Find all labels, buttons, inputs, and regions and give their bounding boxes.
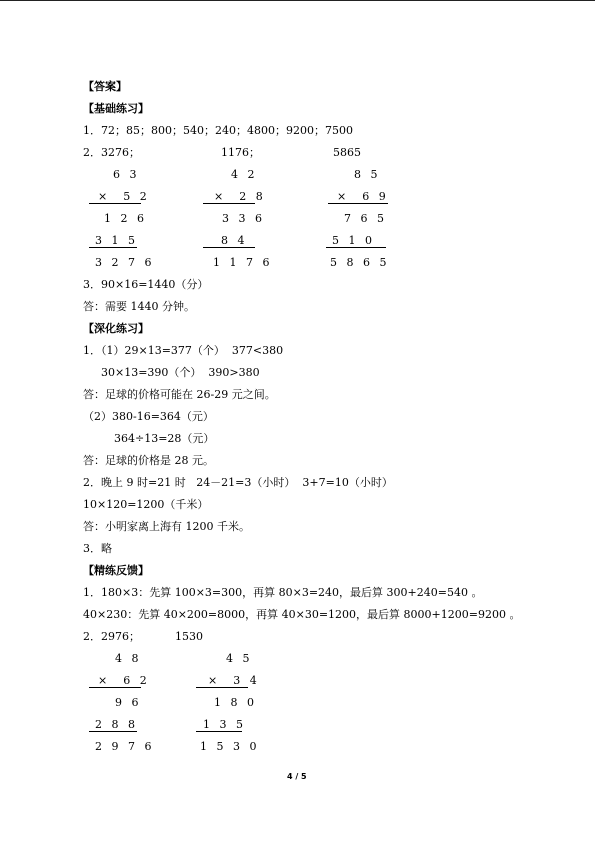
- fcalc1-product: 2 9 7 6: [95, 740, 155, 753]
- calc1-partial1: 1 2 6: [104, 212, 147, 225]
- calc1-product: 3 2 7 6: [95, 256, 155, 269]
- feedback-line2: 40×230：先算 40×200=8000，再算 40×30=1200，最后算 8000+1200=9200 。: [83, 608, 521, 621]
- fcalc1-partial2: 2 8 8: [95, 718, 138, 731]
- calc1-line1: [89, 203, 141, 204]
- heading-answer: 【答案】: [83, 80, 127, 93]
- calc3-multiplier: × 6 9: [337, 190, 389, 203]
- deep-line6: 答：足球的价格是 28 元。: [83, 454, 214, 467]
- page-number: 4 / 5: [287, 772, 307, 781]
- calc2-multiplier: × 2 8: [214, 190, 266, 203]
- fcalc1-partial1: 9 6: [115, 696, 142, 709]
- feedback-q2-result2: 1530: [175, 630, 203, 643]
- deep-line5: 364÷13=28（元）: [114, 432, 215, 445]
- heading-deep: 【深化练习】: [83, 322, 149, 335]
- deep-line3: 答：足球的价格可能在 26-29 元之间。: [83, 388, 276, 401]
- calc3-line2: [326, 247, 386, 248]
- calc3-product: 5 8 6 5: [330, 256, 390, 269]
- fcalc2-product: 1 5 3 0: [200, 740, 260, 753]
- top-border: [0, 0, 595, 1]
- calc2-line1: [203, 203, 255, 204]
- basic-q2-label: 2．3276；: [83, 146, 140, 159]
- basic-q3: 3．90×16=1440（分）: [83, 278, 209, 291]
- calc1-partial2: 3 1 5: [95, 234, 138, 247]
- calc2-partial2: 8 4: [221, 234, 248, 247]
- fcalc2-multiplicand: 4 5: [226, 652, 253, 665]
- calc1-line2: [89, 247, 137, 248]
- deep-line7: 2．晚上 9 时=21 时 24－21=3（小时） 3+7=10（小时）: [83, 476, 393, 489]
- basic-q2-result2: 1176；: [221, 146, 260, 159]
- calc2-multiplicand: 4 2: [231, 168, 258, 181]
- deep-line9: 答：小明家离上海有 1200 千米。: [83, 520, 250, 533]
- deep-line4: （2）380-16=364（元）: [83, 410, 214, 423]
- fcalc2-line1: [196, 687, 248, 688]
- deep-line1: 1．（1）29×13=377（个） 377<380: [83, 344, 284, 357]
- feedback-q2-label: 2．2976；: [83, 630, 140, 643]
- deep-line2: 30×13=390（个） 390>380: [101, 366, 260, 379]
- deep-line8: 10×120=1200（千米）: [83, 498, 209, 511]
- basic-q1: 1．72；85；800；540；240；4800；9200；7500: [83, 124, 353, 137]
- heading-basic: 【基础练习】: [83, 102, 149, 115]
- fcalc2-partial2: 1 3 5: [203, 718, 246, 731]
- calc2-line2: [203, 247, 255, 248]
- calc1-multiplier: × 5 2: [98, 190, 150, 203]
- feedback-line1: 1．180×3：先算 100×3=300，再算 80×3=240，最后算 300+240=540 。: [83, 586, 483, 599]
- fcalc1-multiplicand: 4 8: [115, 652, 142, 665]
- deep-line10: 3．略: [83, 542, 112, 555]
- fcalc1-multiplier: × 6 2: [98, 674, 150, 687]
- calc3-partial2: 5 1 0: [332, 234, 375, 247]
- calc3-multiplicand: 8 5: [354, 168, 381, 181]
- fcalc2-line2: [196, 731, 242, 732]
- calc3-line1: [328, 203, 388, 204]
- calc1-multiplicand: 6 3: [113, 168, 140, 181]
- fcalc1-line1: [89, 687, 141, 688]
- calc3-partial1: 7 6 5: [344, 212, 387, 225]
- heading-feedback: 【精练反馈】: [83, 564, 149, 577]
- basic-q3-answer: 答：需要 1440 分钟。: [83, 300, 195, 313]
- fcalc1-line2: [89, 731, 137, 732]
- calc2-partial1: 3 3 6: [222, 212, 265, 225]
- basic-q2-result3: 5865: [333, 146, 361, 159]
- fcalc2-partial1: 1 8 0: [214, 696, 257, 709]
- fcalc2-multiplier: × 3 4: [208, 674, 260, 687]
- calc2-product: 1 1 7 6: [213, 256, 273, 269]
